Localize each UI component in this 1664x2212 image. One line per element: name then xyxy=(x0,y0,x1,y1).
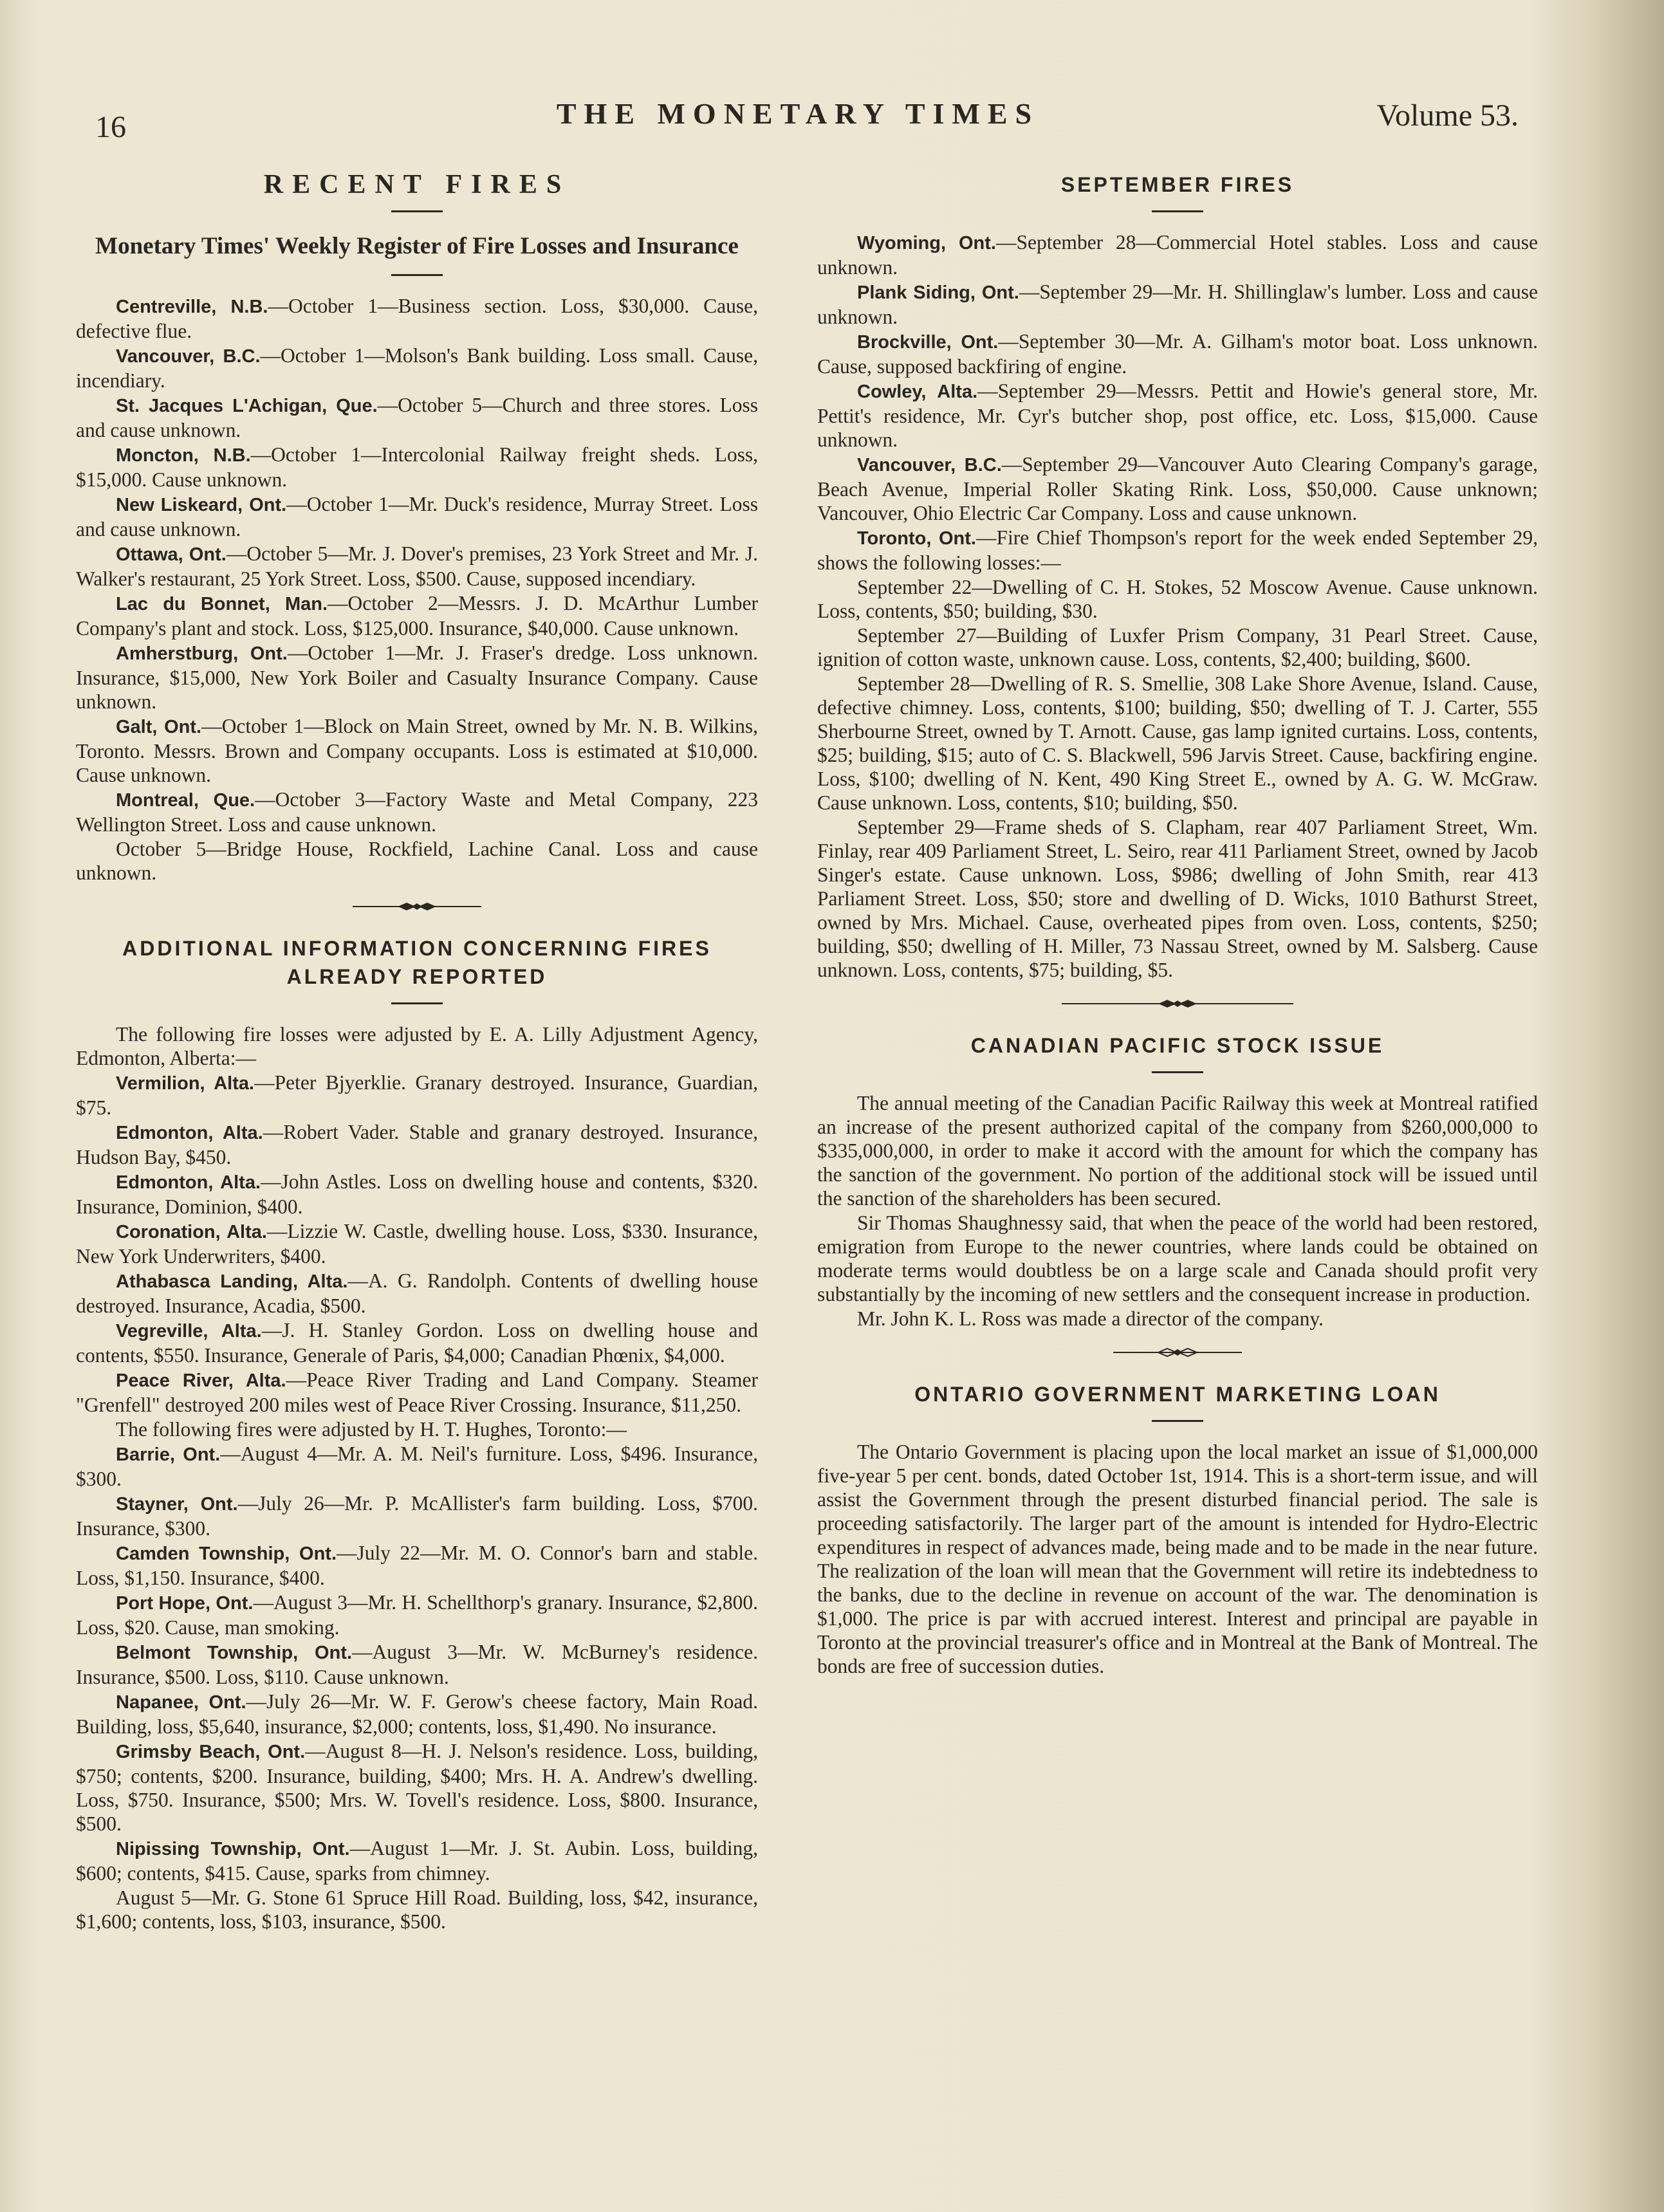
fire-entry-place: Amherstburg, Ont. xyxy=(116,643,288,664)
left-column xyxy=(76,171,758,1934)
fire-entry-place: Vancouver, B.C. xyxy=(857,455,1002,475)
fire-entry-place: Grimsby Beach, Ont. xyxy=(116,1742,306,1762)
fire-entry-text: —October 1—Molson's Bank building. Loss small. Cause, incendiary. xyxy=(76,344,758,392)
fire-entry-place: Galt, Ont. xyxy=(116,717,202,737)
fire-entry-place: Brockville, Ont. xyxy=(857,332,999,353)
toronto-report-item: September 29—Frame sheds of S. Clapham, rear 407 Parliament Street, Wm. Finlay, rear 409 Parliament Street, L. Seiro, rear 411 Parliament Street, owned by Jacob Singer's estate. Cause unknown. Loss, $986; dwelling of John Smith, rear 413 Parliament Street. Loss, $50; store and dwelling of D. Wicks, 1010 Bathurst Street, owned by Mrs. Michael. Cause, overheated pipes from oven. Loss, contents, $250; building, $50; dwelling of H. Miller, 73 Nassau Street, owned by M. Salsberg. Cause unknown. Loss, contents, $75; building, $5. xyxy=(817,816,1538,981)
fire-entry-place: Peace River, Alta. xyxy=(116,1370,286,1391)
additional-title-line1: ADDITIONAL INFORMATION CONCERNING FIRES xyxy=(122,937,712,960)
divider-rule xyxy=(1152,1420,1203,1422)
fire-entry xyxy=(817,230,1538,279)
fire-entry-place: Camden Township, Ont. xyxy=(116,1544,337,1564)
cpr-paragraph: Mr. John K. L. Ross was made a director of the company. xyxy=(857,1307,1324,1330)
fire-entry-place: Edmonton, Alta. xyxy=(116,1172,261,1193)
toronto-report-item: September 28—Dwelling of R. S. Smellie, 308 Lake Shore Avenue, Island. Cause, defective chimney. Loss, contents, $100; building, $50; dwelling of T. J. Carter, 555 Sherbourne Street, owned by T. Arnott. Cause, gas lamp ignited curtains. Loss, contents, $25; building, $15; auto of C. S. Blackwell, 596 Jarvis Street. Cause, backfiring engine. Loss, $100; dwelling of N. Kent, 490 King Street E., owned by A. G. W. McGraw. Cause unknown. Loss, contents, $10; building, $50. xyxy=(817,672,1538,814)
fire-entry-text: —October 1—Business section. Loss, $30,000. Cause, defective flue. xyxy=(76,295,758,342)
recent-fires-title: RECENT FIRES xyxy=(263,170,571,199)
fire-entry-text: —Lizzie W. Castle, dwelling house. Loss, $330. Insurance, New York Underwriters, $400. xyxy=(76,1220,759,1267)
fire-entry-place: Nipissing Township, Ont. xyxy=(116,1839,350,1859)
fire-entry-place: Cowley, Alta. xyxy=(857,382,978,402)
fire-entry xyxy=(76,1170,758,1219)
fire-entry xyxy=(76,542,758,591)
fire-entry xyxy=(76,393,758,442)
page-number: 16 xyxy=(95,110,126,144)
fire-entry-text: —July 22—Mr. M. O. Connor's barn and stable. Loss, $1,150. Insurance, $400. xyxy=(76,1542,759,1589)
fire-entry-place: Barrie, Ont. xyxy=(116,1444,221,1465)
fire-entry-text: —J. H. Stanley Gordon. Loss on dwelling house and contents, $550. Insurance, Generale of Paris, $4,000; Canadian Phœnix, $4,000. xyxy=(76,1319,758,1367)
fire-entry-place: Vermilion, Alta. xyxy=(116,1073,255,1094)
ornament-divider xyxy=(817,1347,1538,1361)
fire-entry-place: Plank Siding, Ont. xyxy=(857,282,1019,303)
adjuster-intro: The following fires were adjusted by H. T. Hughes, Toronto:— xyxy=(116,1418,627,1441)
cpr-paragraph: The annual meeting of the Canadian Pacific Railway this week at Montreal ratified an increase of the present authorized capital of the company from $260,000,000 to $335,000,000, in order to make it accord with the amount for which the company has the sanction of the government. No portion of the additional stock will be issued until the sanction of the shareholders has been secured. xyxy=(817,1092,1538,1210)
fire-entry-text: —October 1—Block on Main Street, owned by Mr. N. B. Wilkins, Toronto. Messrs. Brown and Company occupants. Loss is estimated at $10,000. Cause unknown. xyxy=(76,715,759,786)
fire-entry xyxy=(817,526,1538,575)
journal-title: THE MONETARY TIMES xyxy=(556,97,1040,130)
ornament-icon xyxy=(1062,999,1293,1009)
recent-fires-section xyxy=(76,171,758,885)
fire-entry-text: —September 28—Commercial Hotel stables. Loss and cause unknown. xyxy=(817,231,1538,279)
toronto-report-item: September 27—Building of Luxfer Prism Company, 31 Pearl Street. Cause, ignition of cotton waste, unknown cause. Loss, contents, $2,400; building, $600. xyxy=(817,624,1538,670)
fire-entry xyxy=(76,294,758,343)
ornament-divider xyxy=(76,901,758,915)
fire-entry-place: Port Hope, Ont. xyxy=(116,1593,254,1614)
fire-entry-text: —August 3—Mr. H. Schellthorp's granary. Insurance, $2,800. Loss, $20. Cause, man smoking. xyxy=(76,1591,758,1639)
fire-entry-text: —September 29—Vancouver Auto Clearing Company's garage, Beach Avenue, Imperial Roller Skating Rink. Loss, $50,000. Cause unknown; Vancouver, Ohio Electric Car Company. Loss and cause unknown. xyxy=(817,453,1538,524)
fire-entry xyxy=(817,452,1538,525)
fire-entry-continuation: October 5—Bridge House, Rockfield, Lachine Canal. Loss and cause unknown. xyxy=(76,838,758,884)
fire-entry-place: Napanee, Ont. xyxy=(116,1692,246,1713)
hughes-adjusted-list xyxy=(76,1442,758,1885)
ontario-loan-section xyxy=(817,1380,1538,1678)
fire-entry xyxy=(76,1690,758,1738)
fire-entry-place: Moncton, N.B. xyxy=(116,445,251,466)
cpr-stock-section xyxy=(817,1031,1538,1331)
fire-entry-text: —October 3—Factory Waste and Metal Company, 223 Wellington Street. Loss and cause unknown. xyxy=(76,788,758,836)
fire-entry xyxy=(76,1491,758,1540)
fire-entry xyxy=(76,1269,758,1318)
toronto-report-item: September 22—Dwelling of C. H. Stokes, 52 Moscow Avenue. Cause unknown. Loss, contents, $50; building, $30. xyxy=(817,576,1538,622)
fire-entry-place: Vancouver, B.C. xyxy=(116,346,261,367)
cpr-paragraph: Sir Thomas Shaughnessy said, that when the peace of the world had been restored, emigration from Europe to the newer countries, where lands could be obtained on moderate terms would doubtless be on a large scale and Canada should profit very substantially by the incoming of new settlers and the consequent increase in production. xyxy=(817,1212,1538,1305)
fire-entry-place: Athabasca Landing, Alta. xyxy=(116,1271,348,1292)
fire-entry xyxy=(76,788,758,836)
fire-entry xyxy=(76,1640,758,1689)
fire-entry-place: Belmont Township, Ont. xyxy=(116,1643,353,1663)
fire-entry xyxy=(817,379,1538,452)
fire-entry-place: Toronto, Ont. xyxy=(857,528,976,549)
september-fires-list xyxy=(817,230,1538,575)
adjuster-intro: The following fire losses were adjusted by E. A. Lilly Adjustment Agency, Edmonton, Alberta:— xyxy=(76,1023,758,1069)
fire-entry-text: —October 5—Mr. J. Dover's premises, 23 York Street and Mr. J. Walker's restaurant, 25 York Street. Loss, $500. Cause, supposed incendiary. xyxy=(76,542,758,590)
ontario-paragraph: The Ontario Government is placing upon the local market an issue of $1,000,000 five-year 5 per cent. bonds, dated October 1st, 1914. This is a short-term issue, and will assist the Government through the present disturbed financial period. The sale is proceeding satisfactorily. The larger part of the amount is intended for Hydro-Electric expenditures in respect of advances made, being made and to be made in the near future. The realization of the loan will mean that the Government will retire its indebtedness to the banks, due to the decline in revenue on account of the war. The denomination is $1,000. The price is par with accrued interest. Interest and principal are payable in Toronto at the provincial treasurer's office and in Montreal at the Bank of Montreal. The bonds are free of succession duties. xyxy=(817,1441,1538,1677)
fire-entry-text: —A. G. Randolph. Contents of dwelling house destroyed. Insurance, Acadia, $500. xyxy=(76,1269,758,1317)
fire-entry-place: Edmonton, Alta. xyxy=(116,1123,263,1143)
fire-entry-place: Ottawa, Ont. xyxy=(116,544,226,565)
fire-entry xyxy=(76,1739,758,1836)
fire-entry-text: —Peace River Trading and Land Company. Steamer "Grenfell" destroyed 200 miles west of Peace River Crossing. Insurance, $11,250. xyxy=(76,1369,758,1416)
fire-entry xyxy=(76,641,758,714)
running-header xyxy=(77,97,1519,142)
fire-entry-text: —Fire Chief Thompson's report for the week ended September 29, shows the following losses:— xyxy=(817,526,1538,574)
fire-entry-place: Centreville, N.B. xyxy=(116,297,268,317)
right-column xyxy=(817,171,1538,1679)
fire-entry-text: —August 8—H. J. Nelson's residence. Loss, building, $750; contents, $200. Insurance, building, $400; Mrs. H. A. Andrew's dwelling. Loss, $750. Insurance, $500; Mrs. W. Tovell's residence. Loss, $800. Insurance, $500. xyxy=(76,1740,758,1835)
divider-rule xyxy=(391,1002,443,1004)
recent-fires-list xyxy=(76,294,758,836)
fire-entry-text: —September 30—Mr. A. Gilham's motor boat. Loss unknown. Cause, supposed backfiring of engine. xyxy=(817,330,1538,378)
recent-fires-subtitle: Monetary Times' Weekly Register of Fire Losses and Insurance xyxy=(95,233,739,259)
divider-rule xyxy=(1152,1071,1203,1073)
fire-entry-text: —August 4—Mr. A. M. Neil's furniture. Loss, $496. Insurance, $300. xyxy=(76,1442,758,1490)
divider-rule xyxy=(1152,210,1203,212)
fire-entry-text: —October 5—Church and three stores. Loss and cause unknown. xyxy=(76,394,758,441)
fire-entry xyxy=(76,1219,758,1268)
volume-label: Volume 53. xyxy=(1376,98,1519,133)
fire-entry xyxy=(76,591,758,640)
fire-entry-place: New Liskeard, Ont. xyxy=(116,495,287,515)
fire-entry-place: Lac du Bonnet, Man. xyxy=(116,594,328,614)
divider-rule xyxy=(391,274,443,276)
ornament-icon xyxy=(1113,1347,1242,1358)
fire-entry-text: —July 26—Mr. W. F. Gerow's cheese factory, Main Road. Building, loss, $5,640, insurance, $2,000; contents, loss, $1,490. No insurance. xyxy=(76,1690,758,1738)
fire-entry xyxy=(76,492,758,541)
fire-entry xyxy=(817,329,1538,378)
fire-entry-place: Vegreville, Alta. xyxy=(116,1321,262,1341)
fire-entry-place: Stayner, Ont. xyxy=(116,1494,238,1515)
fire-entry xyxy=(76,344,758,392)
ornament-icon xyxy=(353,901,481,912)
fire-entry-last: August 5—Mr. G. Stone 61 Spruce Hill Road. Building, loss, $42, insurance, $1,600; contents, loss, $103, insurance, $500. xyxy=(76,1886,758,1933)
toronto-report-list xyxy=(817,575,1538,982)
lilly-adjusted-list xyxy=(76,1071,758,1417)
fire-entry xyxy=(817,280,1538,329)
fire-entry-text: —August 1—Mr. J. St. Aubin. Loss, building, $600; contents, $415. Cause, sparks from chimney. xyxy=(76,1837,758,1885)
september-fires-section xyxy=(817,171,1538,982)
fire-entry-text: —July 26—Mr. P. McAllister's farm building. Loss, $700. Insurance, $300. xyxy=(76,1492,759,1540)
fire-entry xyxy=(76,1836,758,1885)
fire-entry xyxy=(76,1541,758,1590)
ontario-title: ONTARIO GOVERNMENT MARKETING LOAN xyxy=(914,1383,1441,1406)
fire-entry xyxy=(76,443,758,492)
fire-entry xyxy=(76,1071,758,1120)
fire-entry-place: Montreal, Que. xyxy=(116,790,255,811)
additional-info-section xyxy=(76,934,758,1933)
fire-entry-text: —Peter Bjyerklie. Granary destroyed. Insurance, Guardian, $75. xyxy=(76,1071,758,1119)
fire-entry-text: —October 1—Mr. Duck's residence, Murray Street. Loss and cause unknown. xyxy=(76,493,758,540)
ornament-divider xyxy=(817,999,1538,1012)
fire-entry xyxy=(76,1368,758,1417)
fire-entry-text: —John Astles. Loss on dwelling house and contents, $320. Insurance, Dominion, $400. xyxy=(76,1170,758,1218)
fire-entry-place: Coronation, Alta. xyxy=(116,1222,267,1242)
fire-entry-text: —October 1—Mr. J. Fraser's dredge. Loss unknown. Insurance, $15,000, New York Boiler and Casualty Insurance Company. Cause unknown. xyxy=(76,641,759,713)
fire-entry xyxy=(76,1120,758,1169)
fire-entry xyxy=(76,1318,758,1367)
fire-entry xyxy=(76,1442,758,1491)
cpr-title: CANADIAN PACIFIC STOCK ISSUE xyxy=(970,1034,1385,1057)
fire-entry-text: —September 29—Messrs. Pettit and Howie's general store, Mr. Pettit's residence, Mr. Cyr's butcher shop, post office, etc. Loss, $15,000. Cause unknown. xyxy=(817,380,1538,451)
fire-entry-text: —September 29—Mr. H. Shillinglaw's lumber. Loss and cause unknown. xyxy=(817,281,1538,328)
fire-entry-text: —August 3—Mr. W. McBurney's residence. Insurance, $500. Loss, $110. Cause unknown. xyxy=(76,1641,758,1688)
fire-entry-text: —October 1—Intercolonial Railway freight sheds. Loss, $15,000. Cause unknown. xyxy=(76,443,759,491)
fire-entry-text: —Robert Vader. Stable and granary destroyed. Insurance, Hudson Bay, $450. xyxy=(76,1121,758,1168)
fire-entry-text: —October 2—Messrs. J. D. McArthur Lumber Company's plant and stock. Loss, $125,000. Insurance, $40,000. Cause unknown. xyxy=(76,592,758,640)
divider-rule xyxy=(391,210,443,212)
fire-entry-place: St. Jacques L'Achigan, Que. xyxy=(116,396,378,416)
fire-entry xyxy=(76,714,758,787)
additional-title-line2: ALREADY REPORTED xyxy=(286,965,548,988)
fire-entry xyxy=(76,1590,758,1639)
september-fires-title: SEPTEMBER FIRES xyxy=(1060,173,1295,196)
fire-entry-place: Wyoming, Ont. xyxy=(857,233,996,253)
